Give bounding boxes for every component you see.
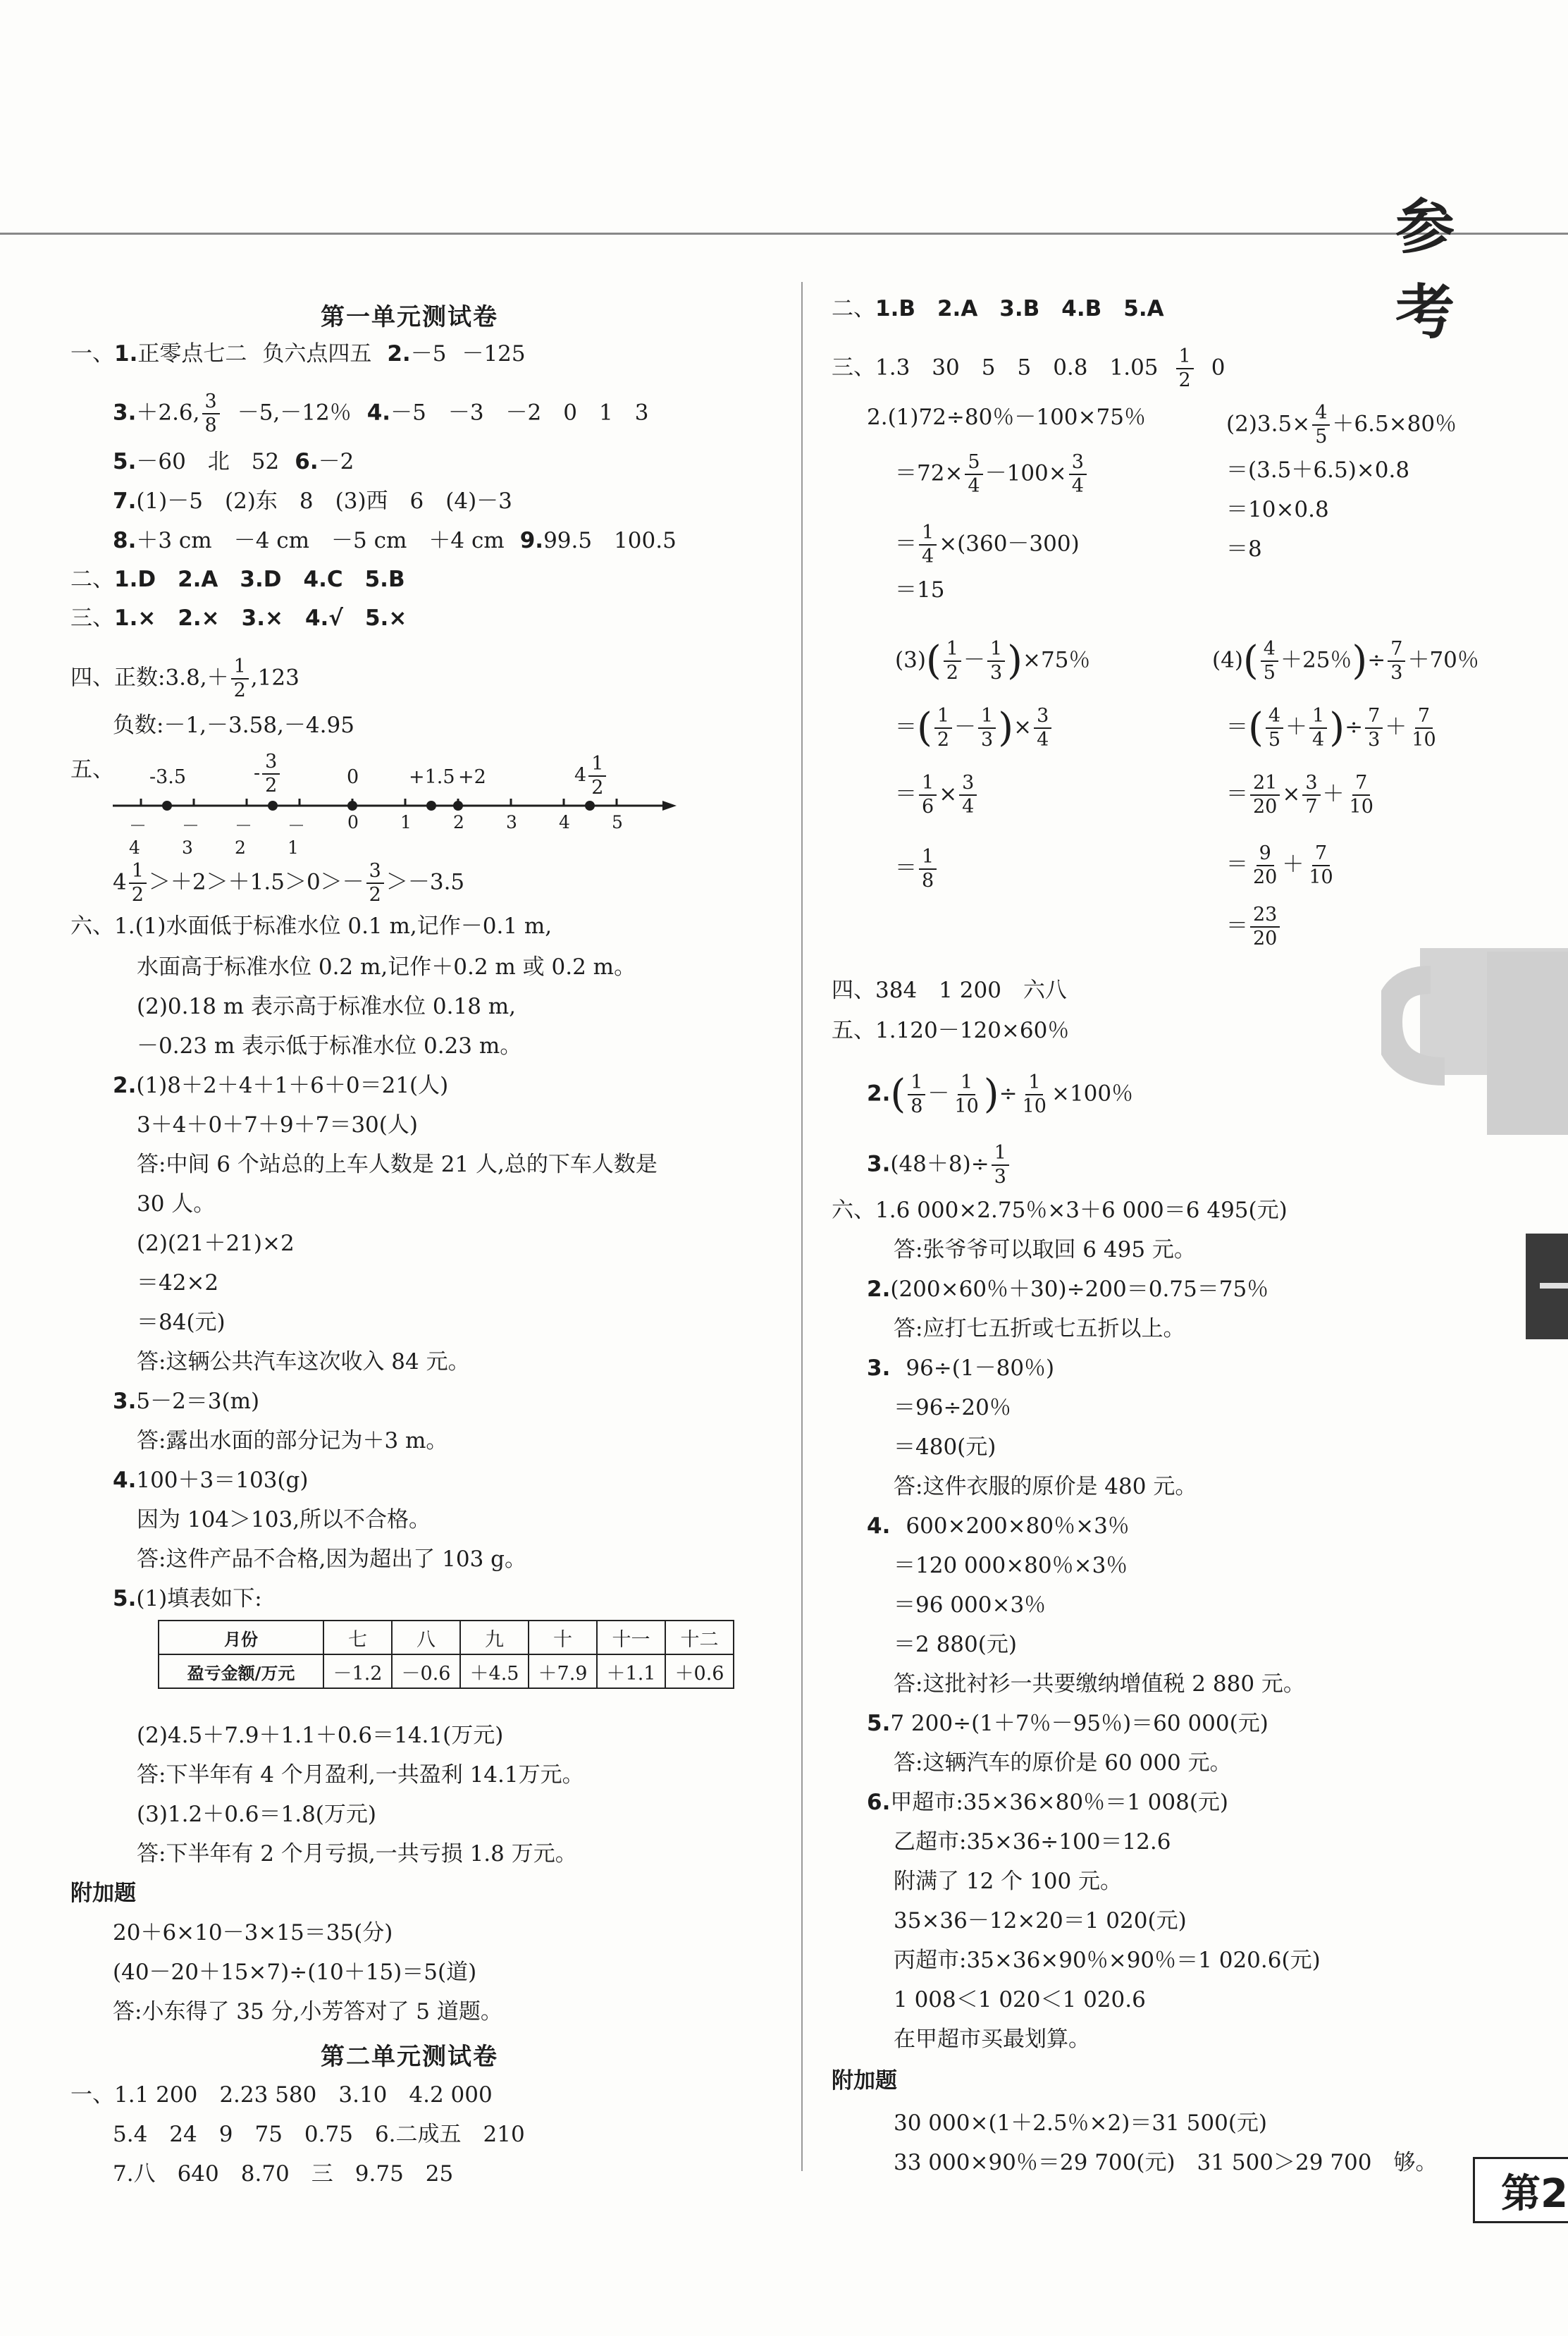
c2-s6-l11: ＝96 000×3％ [894,1592,1047,1618]
c1-u2-l2: 5.4 24 9 75 0.75 6.二成五 210 [113,2122,525,2147]
c2-calc4-l4: ＝ $\frac{9}{20}$ ＋ $\frac{7}{10}$ [1226,842,1333,888]
nl-label-2: +2 [458,766,486,788]
c1-s6-l5: 2.(1)8＋2＋4＋1＋6＋0＝21(人) [113,1073,449,1098]
table-cell: 盈亏金额/万元 [159,1654,323,1688]
c2-s4: 四、384 1 200 六八 [832,978,1067,1003]
c1-s6-l7: 答:中间 6 个站总的上车人数是 21 人,总的下车人数是 [137,1152,658,1177]
c2-s5-l1: 五、1.120－120×60％ [832,1018,1070,1043]
c2-s6-l12: ＝2 880(元) [894,1632,1017,1657]
c2-s6-l8: 答:这件衣服的原价是 480 元。 [894,1474,1197,1499]
c2-s6-l18: 附满了 12 个 100 元。 [894,1869,1123,1894]
c2-calc2-l4: ＝8 [1226,536,1262,562]
table-cell: 七 [323,1621,392,1654]
table-cell: ＋7.9 [529,1654,597,1688]
point-neg3-5 [162,801,172,811]
c2-calc3-l2: ＝( $\frac{1}{2}$ － $\frac{1}{3}$ )× $\frac{3}{4}$ [895,705,1054,751]
c2-s6-l4: 答:应打七五折或七五折以上。 [894,1316,1185,1341]
table-cell: 十 [529,1621,597,1654]
c2-s6-l1: 六、1.6 000×2.75％×3＋6 000＝6 495(元) [832,1198,1288,1223]
c1-s6-l20: 答:下半年有 4 个月盈利,一共盈利 14.1万元。 [137,1762,584,1788]
c2-s6-l14: 5.7 200÷(1＋7％－95％)＝60 000(元) [867,1711,1268,1736]
c2-s6-l10: ＝120 000×80％×3％ [894,1553,1128,1578]
c2-s6-l2: 答:张爷爷可以取回 6 495 元。 [894,1237,1196,1262]
c1-s6-l12: 答:这辆公共汽车这次收入 84 元。 [137,1349,470,1375]
c1-s6-l1: 六、1.(1)水面低于标准水位 0.1 m,记作－0.1 m, [70,914,552,939]
page-header-rule [0,233,1568,235]
c1-s6-l10: ＝42×2 [137,1270,219,1296]
c2-calc1-l3: ＝ $\frac{1}{4}$ ×(360－300) [895,522,1080,567]
nl-label-4-5: 4 $\frac{1}{2}$ [574,753,608,799]
c1-s1-line4: 7.(1)－5 (2)东 8 (3)西 6 (4)－3 [113,488,512,514]
table-cell: ＋1.1 [597,1654,665,1688]
table-cell: 十一 [597,1621,665,1654]
c1-s6-l13: 3.5－2＝3(m) [113,1389,260,1414]
point-2 [453,801,463,811]
page-tab-label: 第2 [1501,2171,1568,2217]
c2-s6-l22: 在甲超市买最划算。 [894,2027,1090,2052]
c1-s6-l17: 答:这件产品不合格,因为超出了 103 g。 [137,1547,527,1572]
nl-label-neg3-5: -3.5 [149,766,187,788]
c2-calc2-l1: (2)3.5× $\frac{4}{5}$ ＋6.5×80％ [1226,402,1457,448]
c2-calc1-l4: ＝15 [895,577,945,603]
table-cell: －1.2 [323,1654,392,1688]
c2-calc1-l2: ＝72× $\frac{5}{4}$ －100× $\frac{3}{4}$ [895,451,1089,498]
c2-calc2-l2: ＝(3.5＋6.5)×0.8 [1226,457,1410,483]
table-cell: ＋4.5 [460,1654,529,1688]
c2-calc3-l1: (3)( $\frac{1}{2}$ － $\frac{1}{3}$ )×75％ [895,638,1091,684]
c2-s6-l7: ＝480(元) [894,1434,996,1460]
c2-s2: 二、1.B 2.A 3.B 4.B 5.A [832,296,1164,321]
c1-s6-l18: 5.(1)填表如下: [113,1586,262,1611]
unit1-title: 第一单元测试卷 [321,303,498,331]
c2-s5-l2: 2.( $\frac{1}{8}$ － $\frac{1}{10}$ )÷ $\frac{1}{10}$ ×100％ [867,1071,1134,1117]
table-cell: －0.6 [392,1654,460,1688]
c2-s6-l16: 6.甲超市:35×36×80％＝1 008(元) [867,1790,1229,1815]
c2-extra-l1: 30 000×(1＋2.5％×2)＝31 500(元) [894,2110,1268,2136]
c2-calc4-l1: (4)( $\frac{4}{5}$ ＋25％)÷ $\frac{7}{3}$ ＋70％ [1212,638,1479,684]
c1-s6-l11: ＝84(元) [137,1310,226,1335]
point-neg1-5 [268,801,278,811]
c1-s6-l2: 水面高于标准水位 0.2 m,记作＋0.2 m 或 0.2 m。 [137,954,636,980]
c1-extra-l1: 20＋6×10－3×15＝35(分) [113,1920,393,1945]
c2-calc4-l5: ＝ $\frac{23}{20}$ [1226,904,1282,950]
column-divider [801,282,803,2171]
c1-s4-line1: 四、正数:3.8,＋ $\frac{1}{2}$ ,123 [70,656,300,701]
c2-s5-l3: 3.(48＋8)÷ $\frac{1}{3}$ [867,1142,1011,1188]
point-1-5 [426,801,436,811]
c2-s6-l3: 2.(200×60％＋30)÷200＝0.75＝75％ [867,1277,1269,1302]
c1-extra-l3: 答:小东得了 35 分,小芳答对了 5 道题。 [113,1999,502,2024]
c1-s6-l4: －0.23 m 表示低于标准水位 0.23 m。 [137,1033,522,1059]
trophy-icon [1381,909,1568,1445]
c1-s5-compare: 4 $\frac{1}{2}$ ＞＋2＞＋1.5＞0＞－ $\frac{3}{2}$ ＞－3.5 [113,860,465,906]
c2-calc1-l1: 2.(1)72÷80％－100×75％ [867,405,1146,430]
c1-s6-l15: 4.100＋3＝103(g) [113,1468,309,1493]
table-row [159,1621,734,1654]
table-cell: 月份 [159,1621,323,1654]
point-0 [347,801,357,811]
c1-s1-line3: 5.－60 北 52 6.－2 [113,449,354,474]
c1-s1-line2: 3.＋2.6, $\frac{3}{8}$ －5,－12％ 4.－5 －3 －2 0 1 3 [113,391,649,436]
c2-calc2-l3: ＝10×0.8 [1226,497,1329,522]
point-4-5 [585,801,595,811]
reference-title: 参 考 [1395,192,1476,347]
c1-s3: 三、1.× 2.× 3.× 4.√ 5.× [70,605,407,631]
c2-s6-l9: 4. 600×200×80％×3％ [867,1513,1130,1539]
c1-extra-title: 附加题 [70,1881,136,1906]
c1-s6-l9: (2)(21＋21)×2 [137,1231,295,1256]
c1-u2-l3: 7.八 640 8.70 三 9.75 25 [113,2161,454,2187]
c2-s6-l5: 3. 96÷(1－80％) [867,1356,1055,1381]
c1-extra-l2: (40－20＋15×7)÷(10＋15)＝5(道) [113,1960,477,1985]
c2-s6-l19: 35×36－12×20＝1 020(元) [894,1908,1187,1934]
c1-s6-l8: 30 人。 [137,1191,216,1217]
c2-calc3-l3: ＝ $\frac{1}{6}$ × $\frac{3}{4}$ [895,772,979,818]
table-cell: 九 [460,1621,529,1654]
c1-s4-line2: 负数:－1,－3.58,－4.95 [113,713,354,738]
c1-s6-l22: 答:下半年有 2 个月亏损,一共亏损 1.8 万元。 [137,1841,577,1867]
c2-extra-title: 附加题 [832,2068,897,2094]
c2-s6-l17: 乙超市:35×36÷100＝12.6 [894,1829,1171,1855]
profit-loss-table [158,1620,734,1689]
c2-extra-l2: 33 000×90％＝29 700(元) 31 500＞29 700 够。 [894,2150,1438,2175]
c1-s6-l3: (2)0.18 m 表示高于标准水位 0.18 m, [137,994,517,1019]
c2-calc4-l2: ＝( $\frac{4}{5}$ ＋ $\frac{1}{4}$ )÷ $\frac{7}{3}$ ＋ $\frac{7}{10}$ [1226,705,1436,751]
c1-s5-label: 五、 [70,757,114,782]
nl-label-0: 0 [347,766,359,788]
c1-s1-line5: 8.＋3 cm －4 cm －5 cm ＋4 cm 9.99.5 100.5 [113,528,677,553]
c1-s6-l16: 因为 104＞103,所以不合格。 [137,1507,431,1532]
c1-s1-line1: 一、1.正零点七二 负六点四五 2.－5 －125 [70,341,526,367]
c1-s6-l14: 答:露出水面的部分记为＋3 m。 [137,1428,448,1453]
table-cell: 八 [392,1621,460,1654]
c2-s6-l20: 丙超市:35×36×90％×90％＝1 020.6(元) [894,1948,1321,1973]
c2-s6-l13: 答:这批衬衫一共要缴纳增值税 2 880 元。 [894,1671,1305,1697]
table-cell: ＋0.6 [665,1654,734,1688]
c1-s6-l6: 3＋4＋0＋7＋9＋7＝30(人) [137,1112,418,1138]
table-cell: 十二 [665,1621,734,1654]
table-row [159,1654,734,1688]
nl-label-neg1-5: - $\frac{3}{2}$ [254,751,282,797]
c1-s6-l19: (2)4.5＋7.9＋1.1＋0.6＝14.1(万元) [137,1723,504,1748]
unit2-title: 第二单元测试卷 [321,2043,498,2071]
c2-s6-l15: 答:这辆汽车的原价是 60 000 元。 [894,1750,1232,1776]
c2-calc4-l3: ＝ $\frac{21}{20}$ × $\frac{3}{7}$ ＋ $\frac{7}{10}$ [1226,772,1373,818]
c1-s6-l21: (3)1.2＋0.6＝1.8(万元) [137,1802,377,1827]
c2-s3: 三、1.3 30 5 5 0.8 1.05 $\frac{1}{2}$ 0 [832,345,1226,391]
c1-s2: 二、1.D 2.A 3.D 4.C 5.B [70,567,405,592]
c2-calc3-l4: ＝ $\frac{1}{8}$ [895,846,939,892]
c2-s6-l6: ＝96÷20％ [894,1395,1011,1420]
nl-label-1-5: +1.5 [409,766,455,788]
c2-s6-l21: 1 008＜1 020＜1 020.6 [894,1987,1146,2012]
c1-u2-l1: 一、1.1 200 2.23 580 3.10 4.2 000 [70,2082,493,2108]
